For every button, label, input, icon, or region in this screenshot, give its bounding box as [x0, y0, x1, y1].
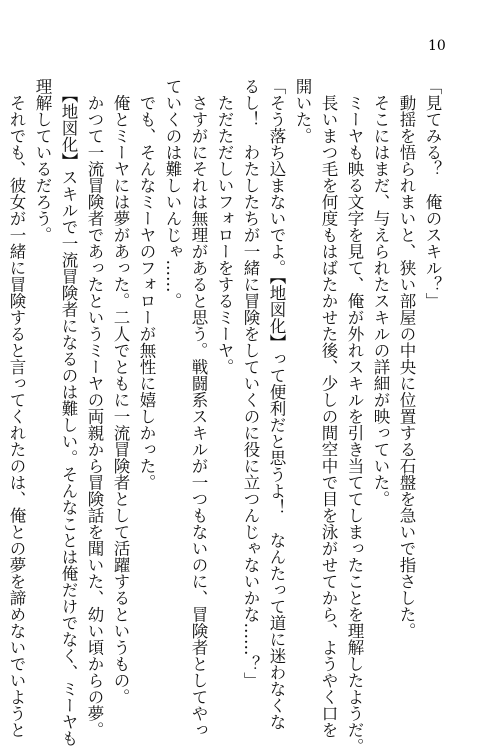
text-line: それでも、彼女が一緒に冒険すると言ってくれたのは、俺との夢を諦めないでいようと [7, 78, 26, 738]
text-line: でも、そんなミーヤのフォローが無性に嬉しかった。 [137, 78, 156, 491]
text-line: ていくのは難しいんじゃ……。 [163, 78, 182, 309]
text-line: さすがにそれは無理があると思う。戦闘系スキルが一つもないのに、冒険者としてやっ [189, 78, 208, 738]
text-line: そこにはまだ、与えられたスキルの詳細が映っていた。 [371, 78, 390, 507]
text-line: ただただしいフォローをするミーヤ。 [215, 78, 234, 375]
text-line: 「そう落ち込まないでよ。【地図化】って便利だと思うよ！ なんたって道に迷わなくな [267, 78, 286, 730]
text-line: 長いまつ毛を何度もはばたかせた後、少しの間空中で目を泳がせてから、ようやく口を [319, 78, 338, 738]
page-number: 10 [428, 38, 446, 54]
text-line: 「見てみる？ 俺のスキル？」 [423, 78, 442, 309]
text-line: 動揺を悟られまいと、狭い部屋の中央に位置する石盤を急いで指さした。 [397, 78, 416, 639]
body-text [7, 78, 445, 755]
text-line: 【地図化】スキルで一流冒険者になるのは難しい。そんなことは俺だけでなく、ミーヤも [59, 78, 78, 747]
text-line: ミーヤも映る文字を見て、俺が外れスキルを引き当ててしまったことを理解したようだ。 [345, 78, 364, 755]
text-line: かつて一流冒険者であったというミーヤの両親から冒険話を聞いた、幼い頃からの夢。 [85, 78, 104, 738]
text-line: 開いた。 [293, 78, 312, 144]
text-line: るし！ わたしたちが一緒に冒険をしていくのに役に立つんじゃないかな……？」 [241, 78, 260, 689]
text-line: 俺とミーヤには夢があった。二人でともに一流冒険者として活躍するというもの。 [111, 78, 130, 705]
text-line: 理解しているだろう。 [33, 78, 52, 243]
